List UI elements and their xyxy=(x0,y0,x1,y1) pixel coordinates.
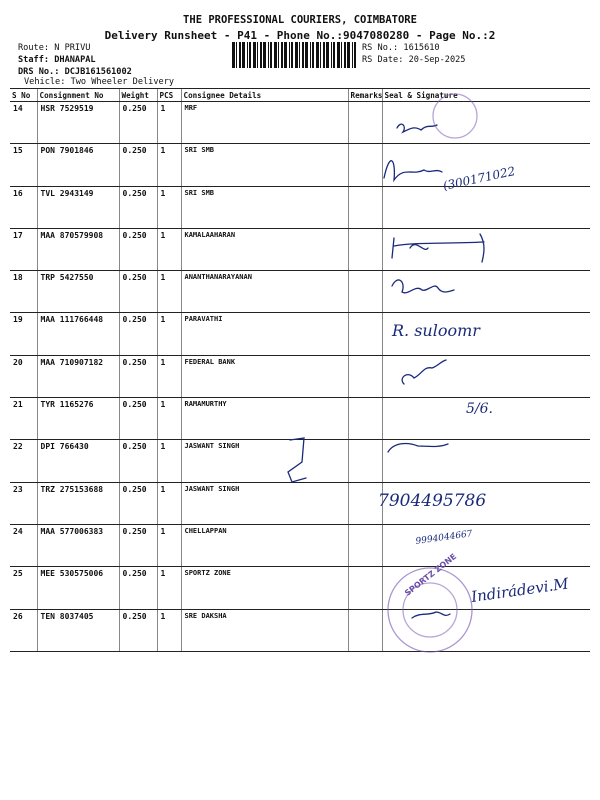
runsheet-subtitle: Delivery Runsheet - P41 - Phone No.:9047080280 - Page No.:2 xyxy=(104,29,496,42)
cell-remarks xyxy=(348,228,382,270)
cell-consignee: CHELLAPPAN xyxy=(181,524,348,566)
table-row xyxy=(10,144,590,186)
cell-sno: 24 xyxy=(10,524,37,566)
cell-weight: 0.250 xyxy=(119,609,157,651)
cell-pcs: 1 xyxy=(157,398,181,440)
table-row xyxy=(10,398,590,440)
cell-consignment: TYR 1165276 xyxy=(37,398,119,440)
table-row xyxy=(10,524,590,566)
cell-signature xyxy=(382,440,590,482)
table-row xyxy=(10,482,590,524)
table-row xyxy=(10,313,590,355)
cell-consignment: MAA 577006383 xyxy=(37,524,119,566)
cell-signature xyxy=(382,271,590,313)
cell-consignee: MRF xyxy=(181,102,348,144)
cell-sno: 18 xyxy=(10,271,37,313)
cell-consignment: HSR 7529519 xyxy=(37,102,119,144)
cell-pcs: 1 xyxy=(157,144,181,186)
cell-sno: 19 xyxy=(10,313,37,355)
barcode xyxy=(232,42,356,68)
column-header-signature: Seal & Signature xyxy=(382,89,590,102)
column-header-weight: Weight xyxy=(119,89,157,102)
cell-consignment: MAA 111766448 xyxy=(37,313,119,355)
cell-weight: 0.250 xyxy=(119,228,157,270)
cell-pcs: 1 xyxy=(157,313,181,355)
cell-pcs: 1 xyxy=(157,271,181,313)
stamp-text-sportz: SPORTZ ZONE xyxy=(403,551,459,598)
cell-weight: 0.250 xyxy=(119,567,157,609)
cell-consignment: TEN 8037405 xyxy=(37,609,119,651)
cell-weight: 0.250 xyxy=(119,271,157,313)
handwriting-row-23: 7904495786 xyxy=(378,491,487,511)
handwriting-row-21: 5/6. xyxy=(466,401,493,417)
cell-weight: 0.250 xyxy=(119,313,157,355)
handwriting-row-25: Indirádevi.M xyxy=(470,574,570,606)
table-row xyxy=(10,567,590,609)
cell-sno: 15 xyxy=(10,144,37,186)
table-row xyxy=(10,228,590,270)
handwriting-row-15: (300171022 xyxy=(441,163,517,193)
cell-signature xyxy=(382,186,590,228)
cell-pcs: 1 xyxy=(157,186,181,228)
cell-sno: 22 xyxy=(10,440,37,482)
cell-signature xyxy=(382,144,590,186)
cell-weight: 0.250 xyxy=(119,440,157,482)
column-header-remarks: Remarks xyxy=(348,89,382,102)
cell-pcs: 1 xyxy=(157,609,181,651)
column-header-consignee: Consignee Details xyxy=(181,89,348,102)
cell-consignee: PARAVATHI xyxy=(181,313,348,355)
cell-consignee: SPORTZ ZONE xyxy=(181,567,348,609)
cell-weight: 0.250 xyxy=(119,144,157,186)
cell-sno: 23 xyxy=(10,482,37,524)
cell-pcs: 1 xyxy=(157,567,181,609)
cell-consignee: KAMALAAHARAN xyxy=(181,228,348,270)
cell-consignee: FEDERAL BANK xyxy=(181,355,348,397)
cell-consignee: ANANTHANARAYANAN xyxy=(181,271,348,313)
column-header-pcs: PCS xyxy=(157,89,181,102)
cell-sno: 26 xyxy=(10,609,37,651)
cell-pcs: 1 xyxy=(157,482,181,524)
company-title: THE PROFESSIONAL COURIERS, COIMBATORE xyxy=(183,14,417,26)
table-header-row xyxy=(10,89,590,102)
cell-weight: 0.250 xyxy=(119,398,157,440)
cell-remarks xyxy=(348,186,382,228)
cell-remarks xyxy=(348,398,382,440)
cell-consignee: SRI SMB xyxy=(181,186,348,228)
cell-remarks xyxy=(348,440,382,482)
cell-consignee: SRI SMB xyxy=(181,144,348,186)
table-row xyxy=(10,271,590,313)
cell-remarks xyxy=(348,355,382,397)
handwriting-row-19: R. suloomr xyxy=(392,321,480,340)
cell-signature xyxy=(382,524,590,566)
cell-weight: 0.250 xyxy=(119,524,157,566)
cell-weight: 0.250 xyxy=(119,186,157,228)
runsheet-table xyxy=(10,88,590,652)
cell-consignment: PON 7901846 xyxy=(37,144,119,186)
cell-remarks xyxy=(348,313,382,355)
table-row xyxy=(10,355,590,397)
cell-sno: 17 xyxy=(10,228,37,270)
column-header-consignment: Consignment No xyxy=(37,89,119,102)
cell-remarks xyxy=(348,609,382,651)
cell-signature xyxy=(382,102,590,144)
cell-consignee: JASWANT SINGH xyxy=(181,482,348,524)
cell-consignment: DPI 766430 xyxy=(37,440,119,482)
cell-remarks xyxy=(348,102,382,144)
cell-consignment: TVL 2943149 xyxy=(37,186,119,228)
cell-consignment: MAA 870579908 xyxy=(37,228,119,270)
cell-remarks xyxy=(348,567,382,609)
cell-remarks xyxy=(348,271,382,313)
cell-consignment: MEE 530575006 xyxy=(37,567,119,609)
cell-sno: 14 xyxy=(10,102,37,144)
cell-consignment: TRZ 275153688 xyxy=(37,482,119,524)
cell-sno: 20 xyxy=(10,355,37,397)
cell-weight: 0.250 xyxy=(119,482,157,524)
cell-sno: 25 xyxy=(10,567,37,609)
table-row xyxy=(10,102,590,144)
cell-pcs: 1 xyxy=(157,228,181,270)
cell-consignment: TRP 5427550 xyxy=(37,271,119,313)
rs-number: RS No.: 1615610 xyxy=(362,43,440,53)
rs-date: RS Date: 20-Sep-2025 xyxy=(362,55,466,65)
cell-weight: 0.250 xyxy=(119,102,157,144)
column-header-sno: S No xyxy=(10,89,37,102)
cell-consignment: MAA 710907182 xyxy=(37,355,119,397)
cell-signature xyxy=(382,567,590,609)
table-row xyxy=(10,440,590,482)
cell-sno: 16 xyxy=(10,186,37,228)
table-row xyxy=(10,186,590,228)
cell-signature xyxy=(382,482,590,524)
cell-pcs: 1 xyxy=(157,355,181,397)
cell-remarks xyxy=(348,482,382,524)
staff-label: Staff: DHANAPAL xyxy=(18,55,96,65)
cell-consignee: SRE DAKSHA xyxy=(181,609,348,651)
cell-weight: 0.250 xyxy=(119,355,157,397)
cell-signature xyxy=(382,609,590,651)
cell-consignee: JASWANT SINGH xyxy=(181,440,348,482)
cell-signature xyxy=(382,398,590,440)
cell-sno: 21 xyxy=(10,398,37,440)
cell-signature xyxy=(382,313,590,355)
cell-remarks xyxy=(348,144,382,186)
cell-signature xyxy=(382,228,590,270)
route-label: Route: N PRIVU xyxy=(18,43,91,53)
drs-number: DRS No.: DCJB161561002 xyxy=(18,67,132,77)
cell-consignee: RAMAMURTHY xyxy=(181,398,348,440)
cell-pcs: 1 xyxy=(157,102,181,144)
cell-signature xyxy=(382,355,590,397)
handwriting-row-24: 9994044667 xyxy=(415,529,474,547)
cell-pcs: 1 xyxy=(157,524,181,566)
cell-remarks xyxy=(348,524,382,566)
table-row xyxy=(10,609,590,651)
vehicle-label: Vehicle: Two Wheeler Delivery xyxy=(24,77,175,87)
cell-pcs: 1 xyxy=(157,440,181,482)
